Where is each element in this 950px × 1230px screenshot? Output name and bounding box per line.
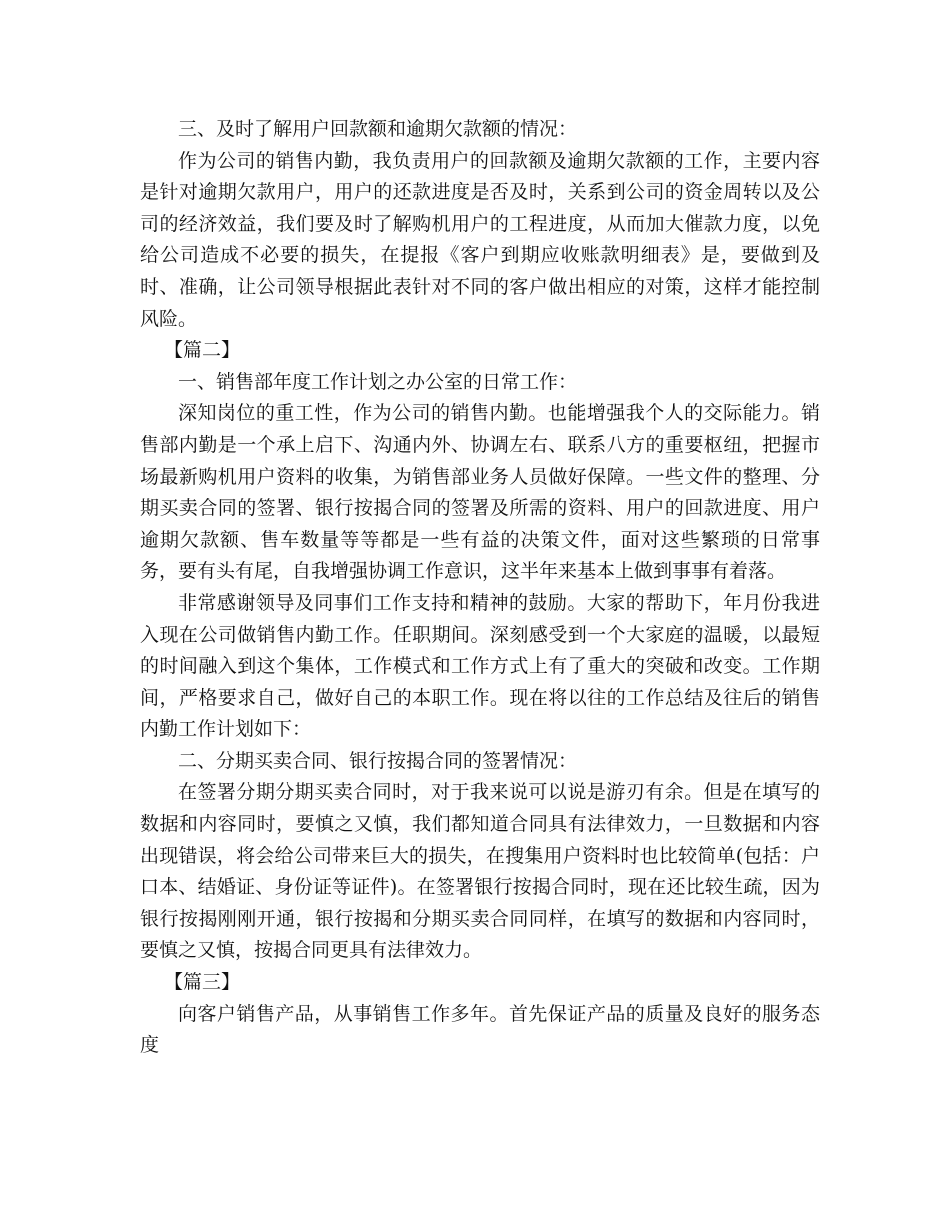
paragraph-thanks: 非常感谢领导及同事们工作支持和精神的鼓励。大家的帮助下，年月份我进入现在公司做销售内勤工作。任职期间。深刻感受到一个大家庭的温暖，以最短的时间融入到这个集体，工作模式和工作方式上有了重大的突破和改变。工作期间，严格要求自己，做好自己的本职工作。现在将以往的工作总结及往后的销售内勤工作计划如下：: [140, 591, 820, 741]
section-heading-daily-work: 一、销售部年度工作计划之办公室的日常工作：: [178, 370, 578, 393]
paragraph-sales: 向客户销售产品，从事销售工作多年。首先保证产品的质量及良好的服务态度: [140, 1002, 820, 1057]
paragraph-contracts: 在签署分期分期买卖合同时，对于我来说可以说是游刃有余。但是在填写的数据和内容同时，要慎之又慎，我们都知道合同具有法律效力，一旦数据和内容出现错误，将会给公司带来巨大的损失，在搜集用户资料时也比较简单(包括：户口本、结婚证、身份证等证件)。在签署银行按揭合同时，现在还比较生疏，因为银行按揭刚刚开通，银行按揭和分期买卖合同同样，在填写的数据和内容同时，要慎之又慎，按揭合同更具有法律效力。: [140, 781, 820, 962]
paragraph-receivables: 作为公司的销售内勤，我负责用户的回款额及逾期欠款额的工作，主要内容是针对逾期欠款用户，用户的还款进度是否及时，关系到公司的资金周转以及公司的经济效益，我们要及时了解购机用户的工程进度，从而加大催款力度，以免给公司造成不必要的损失，在提报《客户到期应收账款明细表》是，要做到及时、准确，让公司领导根据此表针对不同的客户做出相应的对策，这样才能控制风险。: [140, 149, 820, 330]
section-marker-part-two: 【篇二】: [164, 339, 241, 362]
paragraph-daily-work: 深知岗位的重工性，作为公司的销售内勤。也能增强我个人的交际能力。销售部内勤是一个承上启下、沟通内外、协调左右、联系八方的重要枢纽，把握市场最新购机用户资料的收集，为销售部业务人员做好保障。一些文件的整理、分期买卖合同的签署、银行按揭合同的签署及所需的资料、用户的回款进度、用户逾期欠款额、售车数量等等都是一些有益的决策文件，面对这些繁琐的日常事务，要有头有尾，自我增强协调工作意识，这半年来基本上做到事事有着落。: [140, 402, 820, 583]
section-heading-contracts: 二、分期买卖合同、银行按揭合同的签署情况：: [178, 749, 578, 772]
section-heading-receivables: 三、及时了解用户回款额和逾期欠款额的情况：: [178, 118, 578, 140]
section-marker-part-three: 【篇三】: [164, 971, 241, 994]
document-body: [140, 114, 820, 1062]
